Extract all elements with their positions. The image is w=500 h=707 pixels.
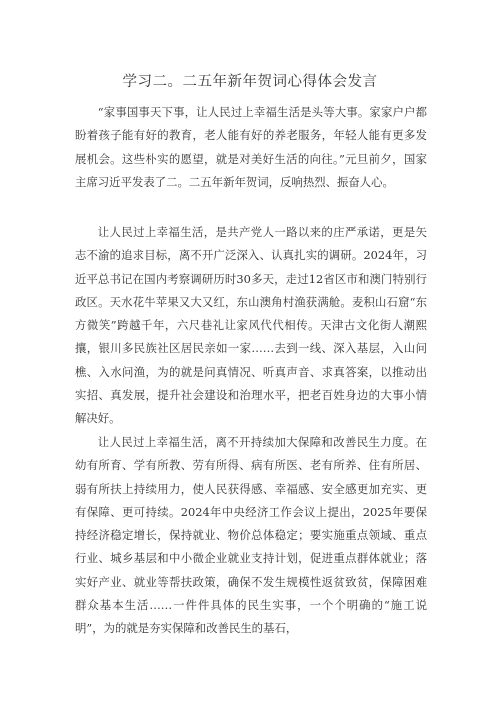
page-title: 学习二。二五年新年贺词心得体会发言	[122, 74, 378, 90]
paragraph-2: 让人民过上幸福生活，是共产党人一路以来的庄严承诺，更是矢志不渝的追求目标，离不开广泛深入、认真扎实的调研。2024年，习近平总书记在国内考察调研历时30多天，走过12省区市和澳门特别行政区。天水花牛苹果又大又红，东山澳角村渔获满舱。麦积山石窟“东方微笑”跨越千年，六尺巷礼让家风代代相传。天津古文化街人潮熙攘，银川多民族社区居民亲如一家……去到一线、深入基层，入山问樵、入水问渔，为的就是问真情况、听真声音、求真答案，以推动出实招、真发展，提升社会建设和治理水平，把老百姓身边的大事小情解决好。	[75, 225, 427, 426]
paragraph-3: 让人民过上幸福生活，离不开持续加大保障和改善民生力度。在幼有所育、学有所教、劳有所得、病有所医、老有所养、住有所居、弱有所扶上持续用力，使人民获得感、幸福感、安全感更加充实、更有保障、更可持续。2024年中央经济工作会议上提出，2025年要保持经济稳定增长，保持就业、物价总体稳定；要实施重点领域、重点行业、城乡基层和中小微企业就业支持计划，促进重点群体就业；落实好产业、就业等帮扶政策，确保不发生规模性返贫致贫，保障困难群众基本生活……一件件具体的民生实事，一个个明确的“施工说明”，为的就是夯实保障和改善民生的基石，	[75, 435, 427, 636]
paragraph-1: “家事国事天下事，让人民过上幸福生活是头等大事。家家户户都盼着孩子能有好的教育，老人能有好的养老服务，年轻人能有更多发展机会。这些朴实的愿望，就是对美好生活的向往。”元旦前夕，国家主席习近平发表了二。二五年新年贺词，反响热烈、振奋人心。	[75, 105, 427, 189]
